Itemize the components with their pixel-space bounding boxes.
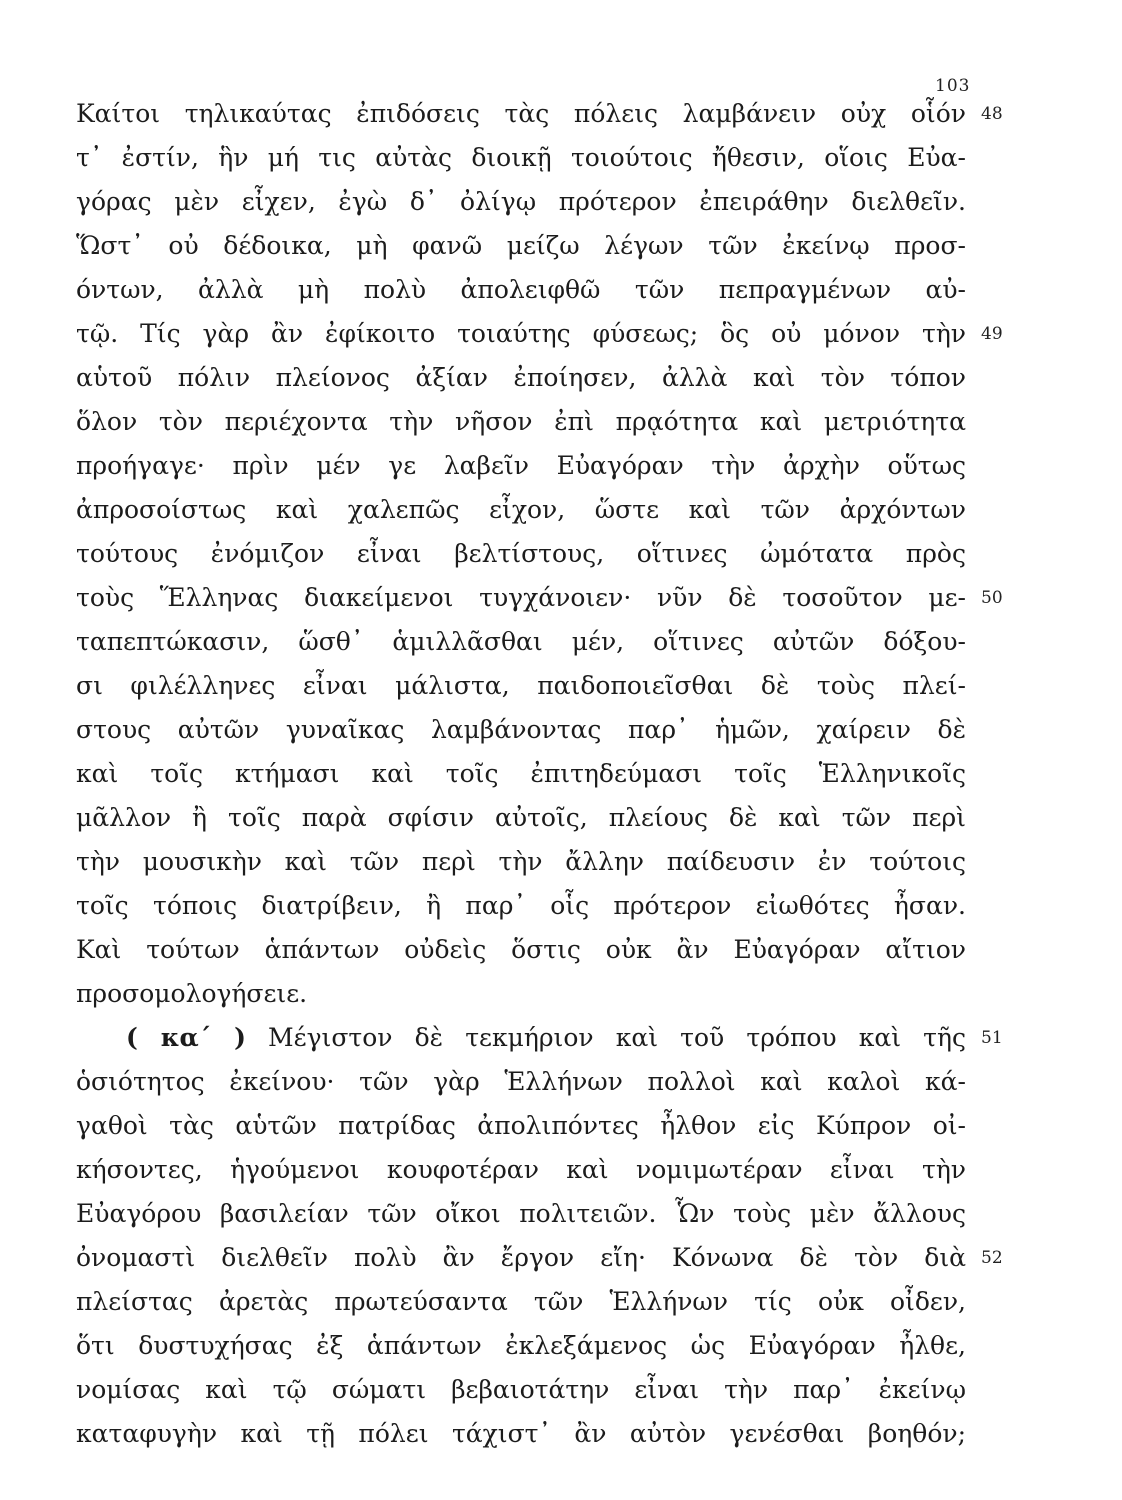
text-block bbox=[76, 92, 1003, 1456]
line-text: αὑτοῦ πόλιν πλείονος ἀξίαν ἐποίησεν, ἀλλὰ καὶ τὸν τόπον bbox=[76, 363, 966, 392]
line-text: κήσοντες, ἡγούμενοι κουφοτέραν καὶ νομιμωτέραν εἶναι τὴν bbox=[76, 1155, 966, 1184]
section-number: 48 bbox=[981, 104, 1003, 124]
text-line bbox=[76, 1412, 966, 1456]
line-text: τοὺς Ἕλληνας διακείμενοι τυγχάνοιεν· νῦν δὲ τοσοῦτον με- bbox=[76, 583, 966, 612]
line-text: τ᾽ ἐστίν, ἣν μή τις αὐτὰς διοικῇ τοιούτοις ἤθεσιν, οἵοις Εὐα- bbox=[76, 143, 966, 172]
text-line bbox=[76, 840, 966, 884]
line-text: ὅτι δυστυχήσας ἐξ ἁπάντων ἐκλεξάμενος ὡς Εὐαγόραν ἦλθε, bbox=[76, 1331, 966, 1360]
line-text: πλείστας ἀρετὰς πρωτεύσαντα τῶν Ἑλλήνων τίς οὐκ οἶδεν, bbox=[76, 1287, 966, 1316]
line-text: προήγαγε· πρὶν μέν γε λαβεῖν Εὐαγόραν τὴν ἀρχὴν οὕτως bbox=[76, 451, 966, 480]
line-text: τῷ. Τίς γὰρ ἂν ἐφίκοιτο τοιαύτης φύσεως; ὃς οὐ μόνον τὴν bbox=[76, 319, 966, 348]
line-text: ὁσιότητος ἐκείνου· τῶν γὰρ Ἑλλήνων πολλοὶ καὶ καλοὶ κά- bbox=[76, 1067, 966, 1096]
line-text: μᾶλλον ἢ τοῖς παρὰ σφίσιν αὐτοῖς, πλείους δὲ καὶ τῶν περὶ bbox=[76, 803, 966, 832]
line-text: νομίσας καὶ τῷ σώματι βεβαιοτάτην εἶναι τὴν παρ᾽ ἐκείνῳ bbox=[76, 1375, 966, 1404]
text-line bbox=[76, 1368, 966, 1412]
text-line bbox=[76, 180, 966, 224]
text-line bbox=[76, 224, 966, 268]
text-line bbox=[76, 444, 966, 488]
section-number: 52 bbox=[981, 1248, 1003, 1268]
line-text: Μέγιστον δὲ τεκμήριον καὶ τοῦ τρόπου καὶ τῆς bbox=[268, 1023, 966, 1052]
text-line bbox=[76, 1324, 966, 1368]
line-text: ταπεπτώκασιν, ὥσθ᾽ ἁμιλλᾶσθαι μέν, οἵτινες αὐτῶν δόξου- bbox=[76, 627, 966, 656]
text-line bbox=[76, 488, 966, 532]
text-line bbox=[76, 1236, 1003, 1280]
text-line bbox=[76, 400, 966, 444]
line-text: τὴν μουσικὴν καὶ τῶν περὶ τὴν ἄλλην παίδευσιν ἐν τούτοις bbox=[76, 847, 966, 876]
line-text: προσομολογήσειε. bbox=[76, 979, 308, 1008]
line-text: γαθοὶ τὰς αὑτῶν πατρίδας ἀπολιπόντες ἦλθον εἰς Κύπρον οἰ- bbox=[76, 1111, 966, 1140]
text-line bbox=[76, 664, 966, 708]
section-number: 51 bbox=[981, 1028, 1003, 1048]
text-line bbox=[76, 312, 1003, 356]
line-text: Ὥστ᾽ οὐ δέδοικα, μὴ φανῶ μείζω λέγων τῶν ἐκείνῳ προσ- bbox=[76, 231, 966, 260]
text-line bbox=[76, 576, 1003, 620]
page-number: 103 bbox=[935, 76, 971, 96]
chapter-marker: ( κα΄ ) bbox=[126, 1023, 246, 1052]
line-text: ὀνομαστὶ διελθεῖν πολὺ ἂν ἔργον εἴη· Κόνωνα δὲ τὸν διὰ bbox=[76, 1243, 966, 1272]
section-number: 49 bbox=[981, 324, 1003, 344]
line-text: στους αὐτῶν γυναῖκας λαμβάνοντας παρ᾽ ἡμῶν, χαίρειν δὲ bbox=[76, 715, 966, 744]
line-text: τοῖς τόποις διατρίβειν, ἢ παρ᾽ οἷς πρότερον εἰωθότες ἦσαν. bbox=[76, 891, 966, 920]
line-text: όντων, ἀλλὰ μὴ πολὺ ἀπολειφθῶ τῶν πεπραγμένων αὐ- bbox=[76, 275, 966, 304]
text-line bbox=[76, 532, 966, 576]
text-line bbox=[76, 1280, 966, 1324]
text-line bbox=[76, 620, 966, 664]
text-line bbox=[76, 752, 966, 796]
text-line bbox=[76, 92, 1003, 136]
text-line bbox=[76, 1148, 966, 1192]
text-line bbox=[76, 1192, 966, 1236]
text-line bbox=[76, 708, 966, 752]
text-line bbox=[76, 1016, 1003, 1060]
line-text: τούτους ἐνόμιζον εἶναι βελτίστους, οἵτινες ὠμότατα πρὸς bbox=[76, 539, 966, 568]
line-text: καὶ τοῖς κτήμασι καὶ τοῖς ἐπιτηδεύμασι τοῖς Ἑλληνικοῖς bbox=[76, 759, 966, 788]
line-text: Καίτοι τηλικαύτας ἐπιδόσεις τὰς πόλεις λαμβάνειν οὐχ οἷόν bbox=[76, 99, 966, 128]
line-text: ὅλον τὸν περιέχοντα τὴν νῆσον ἐπὶ πρᾳότητα καὶ μετριότητα bbox=[76, 407, 966, 436]
line-text: σι φιλέλληνες εἶναι μάλιστα, παιδοποιεῖσθαι δὲ τοὺς πλεί- bbox=[76, 671, 966, 700]
text-line bbox=[76, 1104, 966, 1148]
text-line bbox=[76, 1060, 966, 1104]
text-line bbox=[76, 884, 966, 928]
line-text: καταφυγὴν καὶ τῇ πόλει τάχιστ᾽ ἂν αὐτὸν γενέσθαι βοηθόν; bbox=[76, 1419, 966, 1448]
text-line bbox=[76, 796, 966, 840]
text-line bbox=[76, 136, 966, 180]
text-line bbox=[76, 268, 966, 312]
section-number: 50 bbox=[981, 588, 1003, 608]
text-line bbox=[76, 928, 966, 972]
line-text: Εὐαγόρου βασιλείαν τῶν οἴκοι πολιτειῶν. Ὧν τοὺς μὲν ἄλλους bbox=[76, 1199, 966, 1228]
line-text: Καὶ τούτων ἁπάντων οὐδεὶς ὅστις οὐκ ἂν Εὐαγόραν αἴτιον bbox=[76, 935, 966, 964]
line-text: γόρας μὲν εἶχεν, ἐγὼ δ᾽ ὀλίγῳ πρότερον ἐπειράθην διελθεῖν. bbox=[76, 187, 966, 216]
text-line bbox=[76, 356, 966, 400]
line-text: ἀπροσοίστως καὶ χαλεπῶς εἶχον, ὥστε καὶ τῶν ἀρχόντων bbox=[76, 495, 966, 524]
text-line bbox=[76, 972, 966, 1016]
